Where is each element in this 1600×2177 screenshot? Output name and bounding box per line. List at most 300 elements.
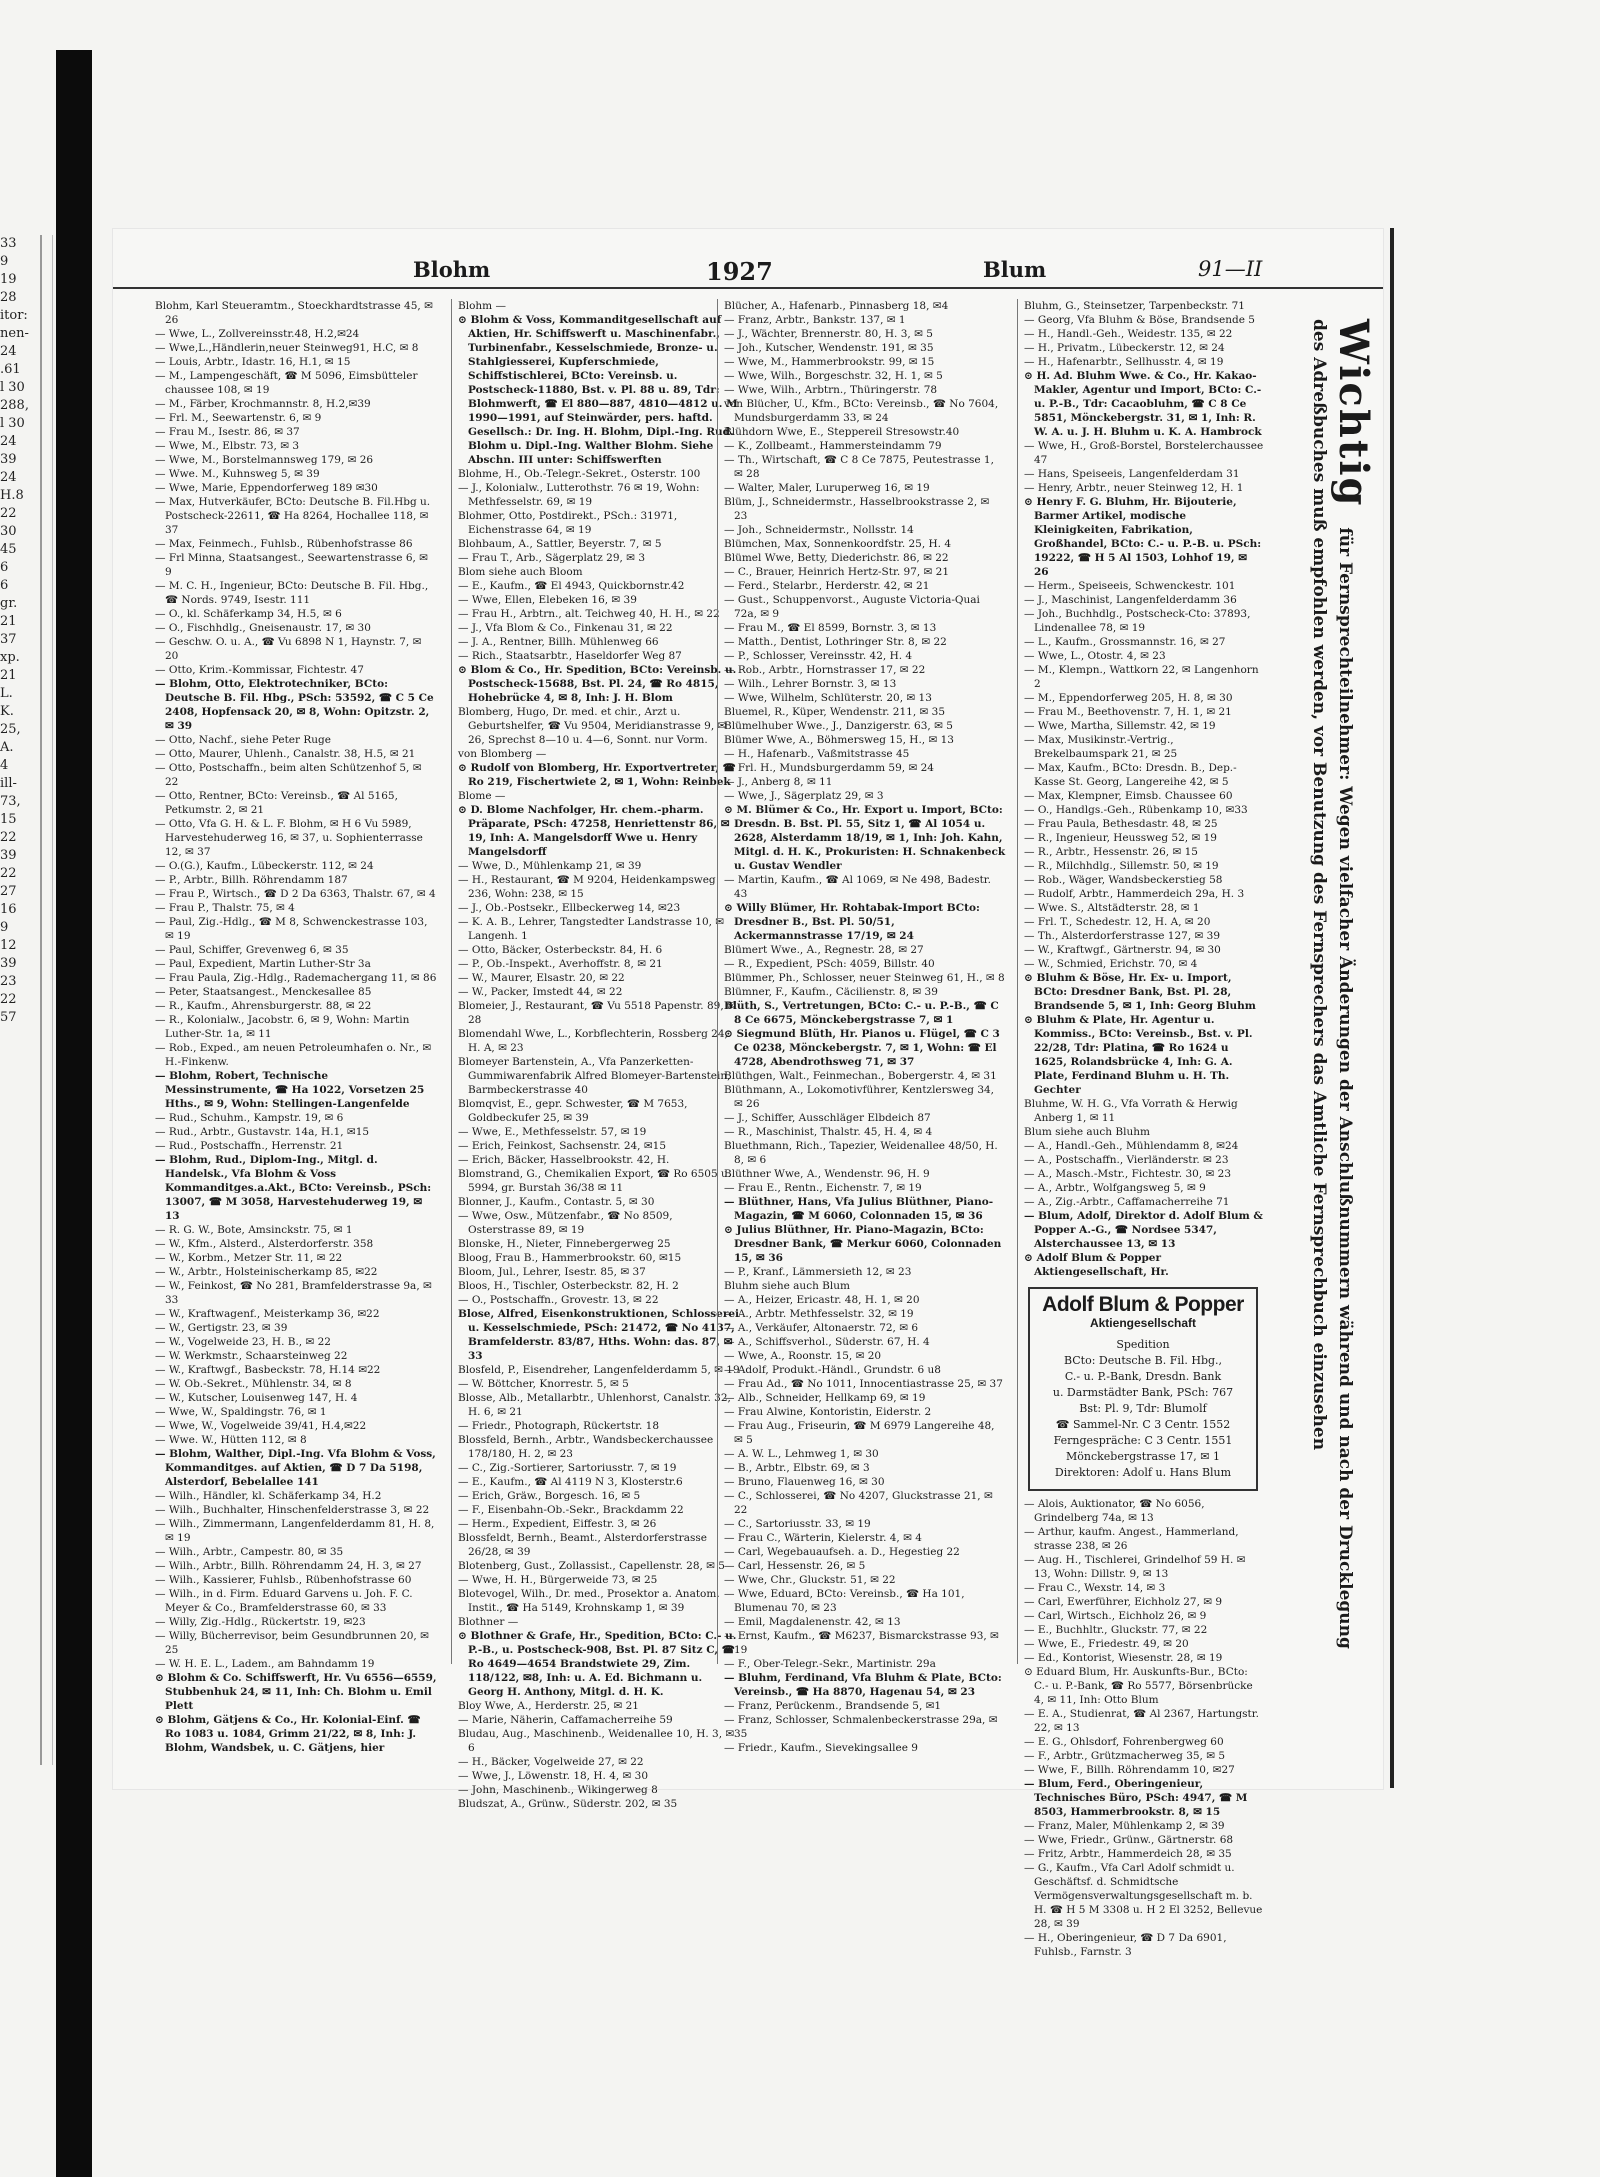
directory-entry: Blüth, S., Vertretungen, BCto: C.- u. P.-B., ☎ C 8 Ce 6675, Mönckebergstrasse 7, ✉ 1: [724, 1000, 999, 1026]
directory-entry: — Martin, Kaufm., ☎ Al 1069, ✉ Ne 498, Badestr. 43: [724, 874, 992, 900]
directory-entry: — Otto, Krim.-Kommissar, Fichtestr. 47: [155, 664, 364, 676]
directory-entry: — Henry, Arbtr., neuer Steinweg 12, H. 1: [1024, 482, 1244, 494]
directory-entry: — Wwe, A., Roonstr. 15, ✉ 20: [724, 1350, 882, 1362]
directory-entry: ⊙ Henry F. G. Bluhm, Hr. Bijouterie, Barmer Artikel, modische Kleinigkeiten, Fabrikation, Großhandel, BCto: C.- u. P.-B. u. PSch: 19222, ☎ H 5 Al 1503, Lohhof 19, ✉ 26: [1024, 496, 1262, 578]
directory-entry: — G., Kaufm., Vfa Carl Adolf schmidt u. Geschäftsf. d. Schmidtsche Vermögensverwaltungsgesellschaft m. b. H. ☎ H 5 M 3308 u. H 2 El 3252, Bellevue 28, ✉ 39: [1024, 1862, 1263, 1930]
directory-entry: Bloom, Jul., Lehrer, Isestr. 85, ✉ 37: [458, 1266, 646, 1278]
prev-page-fragment: 6: [0, 560, 9, 575]
directory-entry: Blomendahl Wwe, L., Korbflechterin, Rossberg 24, H. A, ✉ 23: [458, 1028, 728, 1054]
vertical-notice: [1285, 319, 1375, 1779]
directory-entry: — Otto, Postschaffn., beim alten Schützenhof 5, ✉ 22: [155, 762, 422, 788]
directory-entry: — Wwe, Martha, Sillemstr. 42, ✉ 19: [1024, 720, 1216, 732]
directory-entry: ⊙ Blom & Co., Hr. Spedition, BCto: Vereinsb. u. Postscheck-15688, Bst. Pl. 24, ☎ Ro 4815, Hohebrücke 4, ✉ 8, Inh: J. H. Blom: [458, 664, 737, 704]
prev-page-fragment: 33: [0, 236, 17, 251]
ad-line: Direktoren: Adolf u. Hans Blum: [1054, 1466, 1232, 1479]
directory-entry: — Max, Feinmech., Fuhlsb., Rübenhofstrasse 86: [155, 538, 413, 550]
prev-page-fragment: 37: [0, 632, 17, 647]
directory-entry: — Wwe, E., Friedestr. 49, ✉ 20: [1024, 1638, 1189, 1650]
directory-entry: — Th., Wirtschaft, ☎ C 8 Ce 7875, Peutestrasse 1, ✉ 28: [724, 454, 994, 480]
directory-entry: Blose, Alfred, Eisenkonstruktionen, Schlosserei u. Kesselschmiede, PSch: 21472, ☎ No 4137, Bramfelderstr. 83/87, Hths. Wohn: das. 87, ✉ 33: [458, 1308, 740, 1362]
directory-entry: — L., Kaufm., Grossmannstr. 16, ✉ 27: [1024, 636, 1226, 648]
directory-entry: — J., Kolonialw., Lutterothstr. 76 ✉ 19, Wohn: Methfesselstr. 69, ✉ 19: [458, 482, 700, 508]
directory-entry: — Wwe, Wilh., Borgeschstr. 32, H. 1, ✉ 5: [724, 370, 943, 382]
directory-entry: ⊙ Bluhm & Böse, Hr. Ex- u. Import, BCto: Dresdner Bank, Bst. Pl. 28, Brandsende 5, ✉ 1, Inh: Georg Bluhm: [1024, 972, 1256, 1012]
directory-entry: — E. A., Studienrat, ☎ Al 2367, Hartungstr. 22, ✉ 13: [1024, 1708, 1259, 1734]
directory-entry: Blonner, J., Kaufm., Contastr. 5, ✉ 30: [458, 1196, 655, 1208]
directory-entry: Blohbaum, A., Sattler, Beyerstr. 7, ✉ 5: [458, 538, 662, 550]
ad-title: Adolf Blum & Popper: [1042, 1293, 1244, 1316]
directory-entry: — A. W. L., Lehmweg 1, ✉ 30: [724, 1448, 879, 1460]
notice-line-1: für Fernsprechteilnehmer: Wegen vielfacher Änderungen der Anschlußnummern während und nach der Drucklegung: [1335, 527, 1355, 1649]
directory-entry: — Aug. H., Tischlerei, Grindelhof 59 H. ✉ 13, Wohn: Dillstr. 9, ✉ 13: [1024, 1554, 1246, 1580]
directory-entry: — W., Maurer, Elsastr. 20, ✉ 22: [458, 972, 625, 984]
directory-entry: Bluethmann, Rich., Tapezier, Weidenallee 48/50, H. 8, ✉ 6: [724, 1140, 998, 1166]
notice-heading: Wichtig: [1330, 319, 1377, 508]
directory-entry: — W., Feinkost, ☎ No 281, Bramfelderstrasse 9a, ✉ 33: [155, 1280, 432, 1306]
directory-entry: — Blum, Adolf, Direktor d. Adolf Blum & Popper A.-G., ☎ Nordsee 5347, Alsterchaussee 13, ✉ 13: [1024, 1210, 1263, 1250]
directory-entry: Bluhm siehe auch Blum: [724, 1280, 850, 1292]
directory-entry: — Erich, Bäcker, Hasselbrookstr. 42, H.: [458, 1154, 670, 1166]
directory-entry: — E., Kaufm., ☎ El 4943, Quickbornstr.42: [458, 580, 685, 592]
directory-entry: — P., Arbtr., Billh. Röhrendamm 187: [155, 874, 348, 886]
directory-entry: — M., Eppendorferweg 205, H. 8, ✉ 30: [1024, 692, 1233, 704]
directory-entry: — W. Böttcher, Knorrestr. 5, ✉ 5: [458, 1378, 629, 1390]
prev-page-fragment: 45: [0, 542, 17, 557]
directory-entry: ⊙ Siegmund Blüth, Hr. Pianos u. Flügel, ☎ C 3 Ce 0238, Mönckebergstr. 7, ✉ 1, Wohn: ☎ El 4728, Abendrothsweg 71, ✉ 37: [724, 1028, 1000, 1068]
directory-entry: — Blohm, Otto, Elektrotechniker, BCto: Deutsche B. Fil. Hbg., PSch: 53592, ☎ C 5 Ce 2408, Hopfensack 20, ✉ 8, Wohn: Opitzstr. 2, ✉ 39: [155, 678, 434, 732]
directory-entry: Blosfeld, P., Eisendreher, Langenfelderdamm 5, ✉ 19: [458, 1364, 740, 1376]
directory-entry: Blüthmann, A., Lokomotivführer, Kentzlersweg 34, ✉ 26: [724, 1084, 995, 1110]
prev-page-fragment: gr.: [0, 596, 18, 611]
directory-entry: Blüm, J., Schneidermstr., Hasselbrookstrasse 2, ✉ 23: [724, 496, 990, 522]
prev-page-fragment: L.: [0, 686, 13, 701]
directory-entry: Blomstrand, G., Chemikalien Export, ☎ Ro 6505 u. 5994, gr. Burstah 36/38 ✉ 11: [458, 1168, 732, 1194]
directory-entry: — Wwe, E., Methfesselstr. 57, ✉ 19: [458, 1126, 647, 1138]
prev-page-fragment: 39: [0, 452, 17, 467]
directory-entry: — Matth., Dentist, Lothringer Str. 8, ✉ 22: [724, 636, 947, 648]
directory-entry: — Bluhm, Ferdinand, Vfa Bluhm & Plate, BCto: Vereinsb., ☎ Ha 8870, Hagenau 54, ✉ 23: [724, 1672, 1002, 1698]
prev-page-fragment: K.: [0, 704, 14, 719]
directory-entry: Blümel Wwe, Betty, Diederichstr. 86, ✉ 22: [724, 552, 949, 564]
prev-page-fragment: nen-: [0, 326, 29, 341]
directory-entry: von Blücher, U., Kfm., BCto: Vereinsb., ☎ No 7604, Mundsburgerdamm 33, ✉ 24: [724, 398, 999, 424]
directory-entry: Blücher, A., Hafenarb., Pinnasberg 18, ✉4: [724, 300, 949, 312]
directory-entry: — Herm., Expedient, Eiffestr. 3, ✉ 26: [458, 1518, 657, 1530]
directory-entry: — Rob., Wäger, Wandsbeckerstieg 58: [1024, 874, 1223, 886]
ad-line: Ferngespräche: C 3 Centr. 1551: [1053, 1434, 1233, 1447]
directory-entry: — Wwe, M., Borstelmannsweg 179, ✉ 26: [155, 454, 374, 466]
prev-page-fragment: 57: [0, 1010, 17, 1025]
previous-page-fragment: [0, 235, 34, 1815]
directory-entry: — Herm., Speiseeis, Schwenckestr. 101: [1024, 580, 1236, 592]
scan-binding-strip: [56, 50, 92, 2177]
directory-entry: — W., Kraftwgf., Basbeckstr. 78, H.14 ✉22: [155, 1364, 381, 1376]
directory-entry: ⊙ Blohm & Voss, Kommanditgesellschaft auf Aktien, Hr. Schiffswerft u. Maschinenfabr., Turbinenfabr., Kesselschmiede, Bronze- u. Stahlgiesserei, Kupferschmiede, Schiffstischlerei, BCto: Vereinsb. u. Postscheck-11880, Bst. v. Pl. 88 u. 89, Tdr: Blohmwerft, ☎ El 880—887, 4810—4812 u. M 1990—1991, auf Steinwärder, pers. haftd. Gesellsch.: Dr. Ing. H. Blohm, Dipl.-Ing. Rud. Blohm u. Dipl.-Ing. Walther Blohm. Siehe Abschn. III unter: Schiffswerften: [458, 314, 738, 466]
directory-entry: — Frau M., ☎ El 8599, Bornstr. 3, ✉ 13: [724, 622, 937, 634]
directory-entry: — Franz, Perückenm., Brandsende 5, ✉1: [724, 1700, 942, 1712]
directory-entry: — F., Ober-Telegr.-Sekr., Martinistr. 29a: [724, 1658, 936, 1670]
prev-page-fragment: 9: [0, 254, 9, 269]
directory-entry: — W., Packer, Imstedt 44, ✉ 22: [458, 986, 623, 998]
directory-entry: — W. Werkmstr., Schaarsteinweg 22: [155, 1350, 348, 1362]
directory-entry: — A., Masch.-Mstr., Fichtestr. 30, ✉ 23: [1024, 1168, 1232, 1180]
directory-entry: — Wilh., Arbtr., Billh. Röhrendamm 24, H. 3, ✉ 27: [155, 1560, 422, 1572]
directory-entry: — Wwe, Ellen, Elebeken 16, ✉ 39: [458, 594, 637, 606]
directory-entry: — Frau T., Arb., Sägerplatz 29, ✉ 3: [458, 552, 646, 564]
directory-entry: Blüthner Wwe, A., Wendenstr. 96, H. 9: [724, 1168, 930, 1180]
directory-entry: ⊙ Bluhm & Plate, Hr. Agentur u. Kommiss., BCto: Vereinsb., Bst. v. Pl. 22/28, Tdr: Platina, ☎ Ro 1624 u 1625, Rolandsbrücke 4, Inh: G. A. Plate, Ferdinand Bluhm u. H. Th. Gechter: [1024, 1014, 1253, 1096]
directory-entry: — P., Ob.-Inspekt., Averhoffstr. 8, ✉ 21: [458, 958, 663, 970]
directory-entry: — Wwe. W., Hütten 112, ✉ 8: [155, 1434, 307, 1446]
directory-entry: — H., Hafenarb., Vaßmitstrasse 45: [724, 748, 910, 760]
directory-entry: Bludau, Aug., Maschinenb., Weidenallee 10, H. 3, ✉ 6: [458, 1728, 735, 1754]
directory-entry: — F., Arbtr., Grützmacherweg 35, ✉ 5: [1024, 1750, 1226, 1762]
directory-entry: ⊙ Willy Blümer, Hr. Rohtabak-Import BCto: Dresdner B., Bst. Pl. 50/51, Ackermannstrasse 17/19, ✉ 24: [724, 902, 980, 942]
prev-page-fragment: 27: [0, 884, 17, 899]
directory-entry: — Carl, Hessenstr. 26, ✉ 5: [724, 1560, 866, 1572]
directory-entry: — Carl, Ewerführer, Eichholz 27, ✉ 9: [1024, 1596, 1223, 1608]
directory-entry: — Frau C., Wärterin, Kielerstr. 4, ✉ 4: [724, 1532, 922, 1544]
header-year: 1927: [706, 257, 773, 286]
directory-entry: Blum siehe auch Bluhm: [1024, 1126, 1150, 1138]
directory-entry: — Frl Minna, Staatsangest., Seewartenstrasse 6, ✉ 9: [155, 552, 428, 578]
directory-entry: — Wwe, Osw., Mützenfabr., ☎ No 8509, Osterstrasse 89, ✉ 19: [458, 1210, 673, 1236]
prev-page-fragment: H.8: [0, 488, 24, 503]
directory-entry: — Wilh., Zimmermann, Langenfelderdamm 81, H. 8, ✉ 19: [155, 1518, 435, 1544]
directory-entry: — Blohm, Rud., Diplom-Ing., Mitgl. d. Handelsk., Vfa Blohm & Voss Kommanditges.a.Akt., BCto: Vereinsb., PSch: 13007, ☎ M 3058, Harvestehuderweg 19, ✉ 13: [155, 1154, 432, 1222]
directory-entry: — Emil, Magdalenenstr. 42, ✉ 13: [724, 1616, 901, 1628]
directory-entry: — C., Sartoriusstr. 33, ✉ 19: [724, 1518, 871, 1530]
directory-entry: — J., Ob.-Postsekr., Ellbeckerweg 14, ✉23: [458, 902, 681, 914]
directory-entry: — Frau Alwine, Kontoristin, Eiderstr. 2: [724, 1406, 932, 1418]
directory-entry: — Paul, Schiffer, Grevenweg 6, ✉ 35: [155, 944, 349, 956]
directory-entry: ⊙ Blohm, Gätjens & Co., Hr. Kolonial-Einf. ☎ Ro 1083 u. 1084, Grimm 21/22, ✉ 8, Inh: J. Blohm, Wandsbek, u. C. Gätjens, hier: [155, 1714, 421, 1754]
directory-entry: Blohmer, Otto, Postdirekt., PSch.: 31971, Eichenstrasse 64, ✉ 19: [458, 510, 678, 536]
directory-entry: — M., Lampengeschäft, ☎ M 5096, Eimsbütteler chaussee 108, ✉ 19: [155, 370, 418, 396]
column-4: [1017, 299, 1264, 1958]
directory-entry: — K. A. B., Lehrer, Tangstedter Landstrasse 10, ✉ Langenh. 1: [458, 916, 725, 942]
directory-entry: — A., Handl.-Geh., Mühlendamm 8, ✉24: [1024, 1140, 1239, 1152]
directory-entry: — Geschw. O. u. A., ☎ Vu 6898 N 1, Haynstr. 7, ✉ 20: [155, 636, 422, 662]
directory-entry: — Frau C., Wexstr. 14, ✉ 3: [1024, 1582, 1166, 1594]
directory-entry: Bludszat, A., Grünw., Süderstr. 202, ✉ 35: [458, 1798, 678, 1810]
directory-entry: ⊙ Eduard Blum, Hr. Auskunfts-Bur., BCto: C.- u. P.-Bank, ☎ Ro 5577, Börsenbrücke 4, ✉ 11, Inh: Otto Blum: [1024, 1666, 1253, 1706]
page-header: [113, 253, 1383, 289]
prev-page-fragment: l 30: [0, 380, 25, 395]
directory-entry: — Frau E., Rentn., Eichenstr. 7, ✉ 19: [724, 1182, 922, 1194]
directory-entry: — Ed., Kontorist, Wiesenstr. 28, ✉ 19: [1024, 1652, 1223, 1664]
directory-entry: — H., Hafenarbtr., Sellhusstr. 4, ✉ 19: [1024, 356, 1224, 368]
ad-line: Mönckebergstrasse 17, ✉ 1: [1065, 1450, 1221, 1463]
directory-entry: — Paul, Expedient, Martin Luther-Str 3a: [155, 958, 371, 970]
directory-entry: — A., Postschaffn., Vierländerstr. ✉ 23: [1024, 1154, 1229, 1166]
directory-entry: — Wwe, Wilh., Arbtrn., Thüringerstr. 78: [724, 384, 938, 396]
directory-entry: — A., Verkäufer, Altonaerstr. 72, ✉ 6: [724, 1322, 919, 1334]
directory-entry: — Otto, Nachf., siehe Peter Ruge: [155, 734, 331, 746]
directory-entry: — E., Kaufm., ☎ Al 4119 N 3, Klosterstr.6: [458, 1476, 683, 1488]
directory-entry: — Ernst, Kaufm., ☎ M6237, Bismarckstrasse 93, ✉ 19: [724, 1630, 999, 1656]
directory-entry: Blossfeld, Bernh., Arbtr., Wandsbeckerchaussee 178/180, H. 2, ✉ 23: [458, 1434, 714, 1460]
directory-entry: — W., Schmied, Erichstr. 70, ✉ 4: [1024, 958, 1198, 970]
directory-entry: — Paul, Zig.-Hdlg., ☎ M 8, Schwenckestrasse 103, ✉ 19: [155, 916, 428, 942]
directory-entry: — E. G., Ohlsdorf, Fohrenbergweg 60: [1024, 1736, 1224, 1748]
prev-page-fragment: A.: [0, 740, 14, 755]
directory-entry: — Wwe, J., Sägerplatz 29, ✉ 3: [724, 790, 884, 802]
directory-entry: — Frau P., Thalstr. 75, ✉ 4: [155, 902, 295, 914]
directory-entry: — J., Maschinist, Langenfelderdamm 36: [1024, 594, 1237, 606]
directory-entry: — Franz, Maler, Mühlenkamp 2, ✉ 39: [1024, 1820, 1225, 1832]
directory-entry: — Wwe, F., Billh. Röhrendamm 10, ✉27: [1024, 1764, 1235, 1776]
directory-entry: Blomeyer Bartenstein, A., Vfa Panzerketten-Gummiwarenfabrik Alfred Blomeyer-Bartenstein, Barmbeckerstrasse 40: [458, 1056, 731, 1096]
directory-entry: — J., Schiffer, Ausschläger Elbdeich 87: [724, 1112, 931, 1124]
directory-entry: ⊙ H. Ad. Bluhm Wwe. & Co., Hr. Kakao-Makler, Agentur und Import, BCto: C.- u. P.-B., Tdr: Cacaobluhm, ☎ C 8 Ce 5851, Mönckebergstr. 31, ✉ 1, Inh: R. W. A. u. J. H. Bluhm u. K. A. Hambrock: [1024, 370, 1262, 438]
directory-entry: Blothner —: [458, 1616, 519, 1628]
directory-entry: — Wwe, L., Otostr. 4, ✉ 23: [1024, 650, 1166, 662]
ad-line: C.- u. P.-Bank, Dresdn. Bank: [1064, 1370, 1222, 1383]
prev-page-fragment: 22: [0, 830, 17, 845]
directory-entry: — Frau M., Isestr. 86, ✉ 37: [155, 426, 300, 438]
directory-entry: ⊙ M. Blümer & Co., Hr. Export u. Import, BCto: Dresdn. B. Bst. Pl. 55, Sitz 1, ☎ Al 1054 u. 2628, Alsterdamm 18/19, ✉ 1, Inh: Joh. Kahn, Mitgl. d. H. K., Prokuristen: H. Schnakenbeck u. Gustav Wendler: [724, 804, 1006, 872]
directory-entry: — Rud., Postschaffn., Herrenstr. 21: [155, 1140, 344, 1152]
prev-page-fragment: 23: [0, 974, 17, 989]
directory-entry: Bloog, Frau B., Hammerbrookstr. 60, ✉15: [458, 1252, 682, 1264]
prev-page-fragment: 28: [0, 290, 17, 305]
directory-entry: — Louis, Arbtr., Idastr. 16, H.1, ✉ 15: [155, 356, 351, 368]
directory-entry: Blümelhuber Wwe., J., Danzigerstr. 63, ✉ 5: [724, 720, 953, 732]
prev-page-fragment: xp.: [0, 650, 20, 665]
prev-page-fragment: 39: [0, 956, 17, 971]
directory-entry: Blotevogel, Wilh., Dr. med., Prosektor a. Anatom. Instit., ☎ Ha 5149, Krohnskamp 1, ✉ 39: [458, 1588, 720, 1614]
directory-entry: — Max, Hutverkäufer, BCto: Deutsche B. Fil.Hbg u. Postscheck-22611, ☎ Ha 8264, Hochallee 118, ✉ 37: [155, 496, 431, 536]
notice-line-2: des Adreßbuches muß empfohlen werden, vor Benutzung des Fernsprechers das Amtliche Fernsprechbuch einzusehen: [1309, 319, 1329, 1451]
directory-entry: — R., Kaufm., Ahrensburgerstr. 88, ✉ 22: [155, 1000, 372, 1012]
directory-entry: — W., Kutscher, Louisenweg 147, H. 4: [155, 1392, 358, 1404]
page-number: 91—II: [1198, 257, 1263, 281]
prev-page-fragment: 21: [0, 668, 17, 683]
directory-entry: Blümert Wwe., A., Regnestr. 28, ✉ 27: [724, 944, 924, 956]
directory-entry: — P., Kranf., Lämmersieth 12, ✉ 23: [724, 1266, 912, 1278]
prev-page-fragment: 22: [0, 866, 17, 881]
directory-entry: — Wilh., Lehrer Bornstr. 3, ✉ 13: [724, 678, 897, 690]
directory-entry: — Frau H., Arbtrn., alt. Teichweg 40, H. H., ✉ 22: [458, 608, 720, 620]
directory-entry: — Frl. M., Seewartenstr. 6, ✉ 9: [155, 412, 322, 424]
directory-entry: — R., Ingenieur, Heussweg 52, ✉ 19: [1024, 832, 1217, 844]
directory-entry: — H., Bäcker, Vogelweide 27, ✉ 22: [458, 1756, 644, 1768]
prev-page-fragment: 4: [0, 758, 9, 773]
prev-page-fragment: ill-: [0, 776, 17, 791]
directory-entry: — Adolf, Produkt.-Händl., Grundstr. 6 u8: [724, 1364, 941, 1376]
prev-page-fragment: 25,: [0, 722, 21, 737]
column-2: [451, 299, 740, 1810]
directory-entry: — Frau M., Beethovenstr. 7, H. 1, ✉ 21: [1024, 706, 1232, 718]
directory-entry: — Wwe, H., Groß-Borstel, Borstelerchaussee 47: [1024, 440, 1264, 466]
directory-entry: Blohm, Karl Steueramtm., Stoeckhardtstrasse 45, ✉ 26: [155, 300, 433, 326]
directory-entry: — J., Vfa Blom & Co., Finkenau 31, ✉ 22: [458, 622, 673, 634]
directory-entry: — Otto, Vfa G. H. & L. F. Blohm, ✉ H 6 Vu 5989, Harvestehuderweg 16, ✉ 37, u. Sophienterrasse 12, ✉ 37: [155, 818, 423, 858]
directory-entry: — Max, Kaufm., BCto: Dresdn. B., Dep.-Kasse St. Georg, Langereihe 42, ✉ 5: [1024, 762, 1237, 788]
directory-entry: — Wwe, D., Mühlenkamp 21, ✉ 39: [458, 860, 642, 872]
directory-entry: — C., Brauer, Heinrich Hertz-Str. 97, ✉ 21: [724, 566, 950, 578]
directory-entry: — A., Zig.-Arbtr., Caffamacherreihe 71: [1024, 1196, 1230, 1208]
directory-entry: — Willy, Bücherrevisor, beim Gesundbrunnen 20, ✉ 25: [155, 1630, 429, 1656]
directory-entry: — Carl, Wegebauaufseh. a. D., Hegestieg 22: [724, 1546, 960, 1558]
directory-entry: — Frl. H., Mundsburgerdamm 59, ✉ 24: [724, 762, 934, 774]
directory-entry: — F., Eisenbahn-Ob.-Sekr., Brackdamm 22: [458, 1504, 684, 1516]
directory-entry: — Peter, Staatsangest., Menckesallee 85: [155, 986, 372, 998]
directory-entry: — W., Kraftwgf., Gärtnerstr. 94, ✉ 30: [1024, 944, 1221, 956]
directory-entry: — Friedr., Kaufm., Sievekingsallee 9: [724, 1742, 918, 1754]
directory-entry: — O., Fischhdlg., Gneisenaustr. 17, ✉ 30: [155, 622, 371, 634]
directory-entry: — Joh., Buchhdlg., Postscheck-Cto: 37893, Lindenallee 78, ✉ 19: [1024, 608, 1251, 634]
directory-entry: — Otto, Rentner, BCto: Vereinsb., ☎ Al 5165, Petkumstr. 2, ✉ 21: [155, 790, 398, 816]
prev-page-fragment: 30: [0, 524, 17, 539]
header-right-keyword: Blum: [983, 257, 1047, 282]
prev-page-fragment: 22: [0, 506, 17, 521]
directory-entry: — Joh., Kutscher, Wendenstr. 191, ✉ 35: [724, 342, 934, 354]
ad-subtitle: Aktiengesellschaft: [1089, 1316, 1197, 1330]
directory-entry: — Rud., Schuhm., Kampstr. 19, ✉ 6: [155, 1112, 344, 1124]
directory-entry: ⊙ Blothner & Grafe, Hr., Spedition, BCto: C.- u. P.-B., u. Postscheck-908, Bst. Pl. 87 Sitz C, ☎ Ro 4649—4654 Brandstwiete 29, Zim. 118/122, ✉8, Inh: u. A. Ed. Bichmann u. Georg H. Anthony, Mitgl. d. H. K.: [458, 1630, 737, 1698]
ad-line: u. Darmstädter Bank, PSch: 767: [1052, 1386, 1234, 1399]
directory-entry: — Frau Ad., ☎ No 1011, Innocentiastrasse 25, ✉ 37: [724, 1378, 1003, 1390]
directory-entry: — H., Oberingenieur, ☎ D 7 Da 6901, Fuhlsb., Farnstr. 3: [1024, 1932, 1227, 1958]
directory-entry: — Alois, Auktionator, ☎ No 6056, Grindelberg 74a, ✉ 13: [1024, 1498, 1205, 1524]
directory-entry: — A., Arbtr., Wolfgangsweg 5, ✉ 9: [1024, 1182, 1206, 1194]
directory-entry: Blome —: [458, 790, 506, 802]
directory-entry: — W., Kraftwagenf., Meisterkamp 36, ✉22: [155, 1308, 380, 1320]
directory-entry: Bloos, H., Tischler, Osterbeckstr. 82, H. 2: [458, 1280, 679, 1292]
directory-entry: — Willy, Zig.-Hdlg., Rückertstr. 19, ✉23: [155, 1616, 366, 1628]
directory-entry: — Wilh., Händler, kl. Schäferkamp 34, H.2: [155, 1490, 382, 1502]
directory-entry: — J., Wächter, Brennerstr. 80, H. 3, ✉ 5: [724, 328, 933, 340]
directory-entry: — Frau P., Wirtsch., ☎ D 2 Da 6363, Thalstr. 67, ✉ 4: [155, 888, 436, 900]
directory-entry: — R. G. W., Bote, Amsinckstr. 75, ✉ 1: [155, 1224, 353, 1236]
directory-entry: — H., Privatm., Lübeckerstr. 12, ✉ 24: [1024, 342, 1225, 354]
directory-entry: ⊙ D. Blome Nachfolger, Hr. chem.-pharm. Präparate, PSch: 47258, Henriettenstr 86, ✉ 19, Inh: A. Mangelsdorff Wwe u. Henry Mangelsdorff: [458, 804, 730, 858]
directory-entry: — A., Heizer, Ericastr. 48, H. 1, ✉ 20: [724, 1294, 920, 1306]
directory-entry: — Wwe, Friedr., Grünw., Gärtnerstr. 68: [1024, 1834, 1234, 1846]
prev-page-fragment: 6: [0, 578, 9, 593]
directory-page: [112, 228, 1384, 1958]
directory-entry: Blüthgen, Walt., Feinmechan., Bobergerstr. 4, ✉ 31: [724, 1070, 997, 1082]
directory-entry: — Wwe. M., Kuhnsweg 5, ✉ 39: [155, 468, 320, 480]
directory-entry: — Wwe, Eduard, BCto: Vereinsb., ☎ Ha 101, Blumenau 70, ✉ 23: [724, 1588, 965, 1614]
directory-entry: — Max, Musikinstr.-Vertrig., Brekelbaumspark 21, ✉ 25: [1024, 734, 1178, 760]
directory-entry: — Wwe, J., Löwenstr. 18, H. 4, ✉ 30: [458, 1770, 649, 1782]
directory-entry: — Otto, Bäcker, Osterbeckstr. 84, H. 6: [458, 944, 663, 956]
directory-entry: — Alb., Schneider, Hellkamp 69, ✉ 19: [724, 1392, 926, 1404]
directory-entry: ⊙ Adolf Blum & Popper Aktiengesellschaft, Hr.: [1024, 1252, 1169, 1278]
directory-entry: — Blum, Ferd., Oberingenieur, Technisches Büro, PSch: 4947, ☎ M 8503, Hammerbrookstr. 8, ✉ 15: [1024, 1778, 1248, 1818]
directory-entry: Blosse, Alb., Metallarbtr., Uhlenhorst, Canalstr. 32, H. 6, ✉ 21: [458, 1392, 731, 1418]
directory-entry: — R., Arbtr., Hessenstr. 26, ✉ 15: [1024, 846, 1198, 858]
directory-entry: — K., Zollbeamt., Hammersteindamm 79: [724, 440, 942, 452]
directory-entry: — M., Klempn., Wattkorn 22, ✉ Langenhorn 2: [1024, 664, 1259, 690]
directory-entry: — R., Milchhdlg., Sillemstr. 50, ✉ 19: [1024, 860, 1219, 872]
prev-page-fragment: 73,: [0, 794, 21, 809]
advertisement-box: [1028, 1287, 1258, 1491]
directory-entry: — R., Kolonialw., Jacobstr. 6, ✉ 9, Wohn: Martin Luther-Str. 1a, ✉ 11: [155, 1014, 410, 1040]
directory-entry: — Th., Alsterdorferstrasse 127, ✉ 39: [1024, 930, 1221, 942]
directory-entry: Blonske, H., Nieter, Finnebergerweg 25: [458, 1238, 671, 1250]
directory-entry: Blohm —: [458, 300, 506, 312]
directory-entry: — Ferd., Stelarbr., Herderstr. 42, ✉ 21: [724, 580, 930, 592]
directory-entry: — R., Maschinist, Thalstr. 45, H. 4, ✉ 4: [724, 1126, 933, 1138]
directory-entry: ⊙ Julius Blüthner, Hr. Piano-Magazin, BCto: Dresdner Bank, ☎ Merkur 6060, Colonnaden 15, ✉ 36: [724, 1224, 1002, 1264]
directory-entry: Blossfeldt, Bernh., Beamt., Alsterdorferstrasse 26/28, ✉ 39: [458, 1532, 707, 1558]
directory-entry: — J., Anberg 8, ✉ 11: [724, 776, 833, 788]
prev-page-fragment: itor:: [0, 308, 28, 323]
directory-entry: — John, Maschinenb., Wikingerweg 8: [458, 1784, 658, 1796]
directory-entry: — Wilh., Arbtr., Campestr. 80, ✉ 35: [155, 1546, 344, 1558]
prev-page-fragment: 288,: [0, 398, 29, 413]
prev-page-fragment: l 30: [0, 416, 25, 431]
directory-entry: — J. A., Rentner, Billh. Mühlenweg 66: [458, 636, 659, 648]
directory-entry: — W., Kfm., Alsterd., Alsterdorferstr. 358: [155, 1238, 374, 1250]
page-gutter: [40, 235, 53, 1765]
directory-entry: — Wwe, Wilhelm, Schlüterstr. 20, ✉ 13: [724, 692, 932, 704]
directory-entry: — Wwe, Marie, Eppendorferweg 189 ✉30: [155, 482, 378, 494]
directory-entry: — Erich, Gräw., Borgesch. 16, ✉ 5: [458, 1490, 641, 1502]
prev-page-fragment: 21: [0, 614, 17, 629]
directory-entry: — Rob., Arbtr., Hornstrasser 17, ✉ 22: [724, 664, 926, 676]
directory-entry: — Marie, Näherin, Caffamacherreihe 59: [458, 1714, 673, 1726]
directory-entry: — Rob., Exped., am neuen Petroleumhafen o. Nr., ✉ H.-Finkenw.: [155, 1042, 432, 1068]
directory-entry: — H., Handl.-Geh., Weidestr. 135, ✉ 22: [1024, 328, 1233, 340]
directory-entry: — W., Arbtr., Holsteinischerkamp 85, ✉22: [155, 1266, 378, 1278]
prev-page-fragment: .61: [0, 362, 21, 377]
directory-entry: — C., Schlosserei, ☎ No 4207, Gluckstrasse 21, ✉ 22: [724, 1490, 993, 1516]
directory-entry: — C., Zig.-Sortierer, Sartoriusstr. 7, ✉ 19: [458, 1462, 677, 1474]
directory-entry: — H., Restaurant, ☎ M 9204, Heidenkampsweg 236, Wohn: 238, ✉ 15: [458, 874, 716, 900]
directory-entry: — Wilh., Kassierer, Fuhlsb., Rübenhofstrasse 60: [155, 1574, 412, 1586]
directory-entry: — Blohm, Robert, Technische Messinstrumente, ☎ Ha 1022, Vorsetzen 25 Hths., ✉ 9, Wohn: Stellingen-Langenfelde: [155, 1070, 425, 1110]
directory-entry: — Wwe, Chr., Gluckstr. 51, ✉ 22: [724, 1574, 896, 1586]
header-left-keyword: Blohm: [413, 257, 491, 282]
directory-entry: Bloy Wwe, A., Herderstr. 25, ✉ 21: [458, 1700, 639, 1712]
directory-entry: — Max, Klempner, Eimsb. Chaussee 60: [1024, 790, 1233, 802]
directory-entry: — Frau Paula, Zig.-Hdlg., Rademachergang 11, ✉ 86: [155, 972, 437, 984]
directory-entry: ⊙ Blohm & Co. Schiffswerft, Hr. Vu 6556—6559, Stubbenhuk 24, ✉ 11, Inh: Ch. Blohm u. Emil Plett: [155, 1672, 437, 1712]
directory-entry: Bluhm, G., Steinsetzer, Tarpenbeckstr. 71: [1024, 300, 1245, 312]
prev-page-fragment: 15: [0, 812, 17, 827]
directory-entry: — Franz, Arbtr., Bankstr. 137, ✉ 1: [724, 314, 906, 326]
directory-entry: — Erich, Feinkost, Sachsenstr. 24, ✉15: [458, 1140, 667, 1152]
directory-entry: — Wwe, W., Vogelweide 39/41, H.4,✉22: [155, 1420, 367, 1432]
directory-entry: — Wilh., Buchhalter, Hinschenfelderstrasse 3, ✉ 22: [155, 1504, 430, 1516]
directory-entry: — Joh., Schneidermstr., Nollsstr. 14: [724, 524, 914, 536]
directory-entry: Blümer Wwe, A., Böhmersweg 15, H., ✉ 13: [724, 734, 954, 746]
directory-entry: Bluemel, R., Küper, Wendenstr. 211, ✉ 35: [724, 706, 945, 718]
directory-entry: — W., Vogelweide 23, H. B., ✉ 22: [155, 1336, 331, 1348]
directory-entry: — W., Korbm., Metzer Str. 11, ✉ 22: [155, 1252, 343, 1264]
directory-entry: — Otto, Maurer, Uhlenh., Canalstr. 38, H.5, ✉ 21: [155, 748, 416, 760]
ad-line: Bst: Pl. 9, Tdr: Blumolf: [1079, 1402, 1207, 1415]
directory-entry: — Rud., Arbtr., Gustavstr. 14a, H.1, ✉15: [155, 1126, 370, 1138]
page-edge-shadow: [1390, 228, 1394, 1788]
directory-entry: — Wwe, M., Elbstr. 73, ✉ 3: [155, 440, 300, 452]
directory-entry: — W. H. E. L., Ladem., am Bahndamm 19: [155, 1658, 375, 1670]
directory-entry: von Blomberg —: [458, 748, 547, 760]
directory-entry: — Wwe, W., Spaldingstr. 76, ✉ 1: [155, 1406, 327, 1418]
prev-page-fragment: 19: [0, 272, 17, 287]
directory-entry: — B., Arbtr., Elbstr. 69, ✉ 3: [724, 1462, 870, 1474]
directory-entry: — O.(G.), Kaufm., Lübeckerstr. 112, ✉ 24: [155, 860, 374, 872]
directory-entry: Blümchen, Max, Sonnenkoordfstr. 25, H. 4: [724, 538, 952, 550]
directory-entry: — Wwe, M., Hammerbrookstr. 99, ✉ 15: [724, 356, 935, 368]
directory-entry: — W., Gertigstr. 23, ✉ 39: [155, 1322, 288, 1334]
directory-entry: — Frl. T., Schedestr. 12, H. A, ✉ 20: [1024, 916, 1211, 928]
